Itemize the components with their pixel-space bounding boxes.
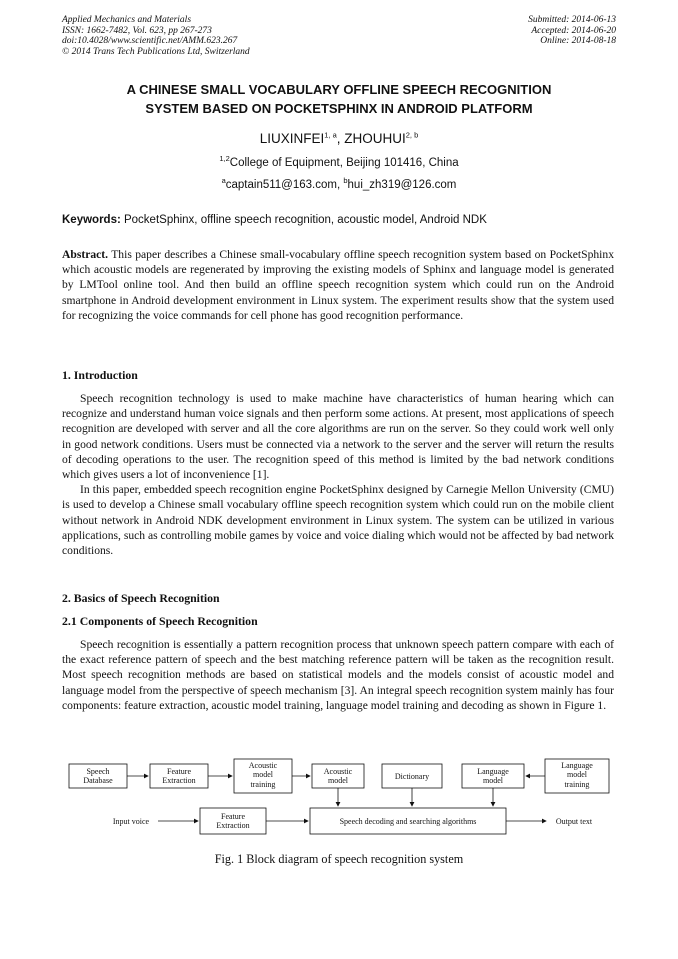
- section-1-para-2: In this paper, embedded speech recognition engine PocketSphinx designed by Carnegie Mellon University (CMU) is used to develop a Chinese small vocabulary offline speech recognition system which could run on the mobile client without network in Android NDK development environment in Linux system. The system can be utilized in various applications, such as controlling mobile games by voice and voice dialing which would not be affected by bad network conditions.: [62, 483, 614, 558]
- feature-extraction-top-label-1: Feature: [167, 767, 191, 776]
- section-2-1-heading: 2.1 Components of Speech Recognition: [62, 614, 258, 628]
- abstract-text: This paper describes a Chinese small-vocabulary offline speech recognition system based on PocketSphinx which acoustic models are regenerated by improving the existing models of Sphinx and language model is generated by LMTool online tool. And then build an offline speech recognition system which could run on the Android smartphone in Android development environment in Linux system. The experiment results show that the system used for recognizing the voice commands for cell phone has good recognition performance.: [62, 248, 614, 322]
- email-b[interactable]: hui_zh319@126.com: [347, 179, 457, 191]
- section-1-heading: 1. Introduction: [62, 368, 138, 382]
- am-training-label-3: training: [250, 780, 276, 789]
- section-2-1-para-1: Speech recognition is essentially a pattern recognition process that unknown speech pattern compare with each of the exact reference pattern of speech and the best matching reference pattern will be taken as the recognition result. Most speech recognition methods are based on statistical models and the models consist of acoustic model and language model from the perspective of speech mechanism [3]. An integral speech recognition system mainly has four components: feature extraction, acoustic model training, language model training and decoding as shown in Figure 1.: [62, 638, 614, 712]
- feature-extraction-bottom-label-1: Feature: [221, 812, 245, 821]
- email-b-sup: b: [343, 176, 348, 186]
- email-a-sup: a: [221, 176, 226, 186]
- abstract: [62, 247, 614, 323]
- figure-1-caption: Fig. 1 Block diagram of speech recognition system: [214, 852, 464, 866]
- language-model-label-2: model: [483, 776, 503, 785]
- input-voice-label: Input voice: [112, 817, 150, 826]
- affiliation-text: College of Equipment, Beijing 101416, China: [229, 157, 459, 169]
- abstract-label: Abstract.: [62, 248, 109, 261]
- dates-info: [528, 15, 616, 47]
- language-model-label-1: Language: [477, 767, 509, 776]
- email-a[interactable]: captain511@163.com,: [225, 179, 344, 191]
- title-line-2: SYSTEM BASED ON POCKETSPHINX IN ANDROID PLATFORM: [145, 101, 533, 116]
- authors: [0, 131, 678, 146]
- paper-title: [40, 80, 638, 118]
- section-1-para-1: Speech recognition technology is used to make machine have characteristics of human hearing which can recognize and understand human voice signals and then perform some actions. At present, most applications of speech recognition are developed with server and all the core algorithms are run on the server. So they could work well only in good network conditions. Users must be connected via a network to the server and the server will return the results of decoding operations to the user. The recognition speed of this method is limited by the bad network conditions which gives users a lot of inconvenience [1].: [62, 392, 614, 482]
- keywords-label: Keywords:: [62, 214, 121, 226]
- am-training-label-1: Acoustic: [248, 761, 278, 770]
- author-2: ZHOUHUI: [344, 131, 406, 146]
- affiliation-sup: 1,2: [219, 154, 230, 164]
- speech-database-label-2: Database: [83, 776, 113, 785]
- section-2-1-body: [62, 637, 614, 713]
- lm-training-label-3: training: [564, 780, 590, 789]
- submitted-date: Submitted: 2014-06-13: [528, 15, 616, 25]
- doi-line: doi:10.4028/www.scientific.net/AMM.623.267: [62, 36, 238, 47]
- issn-line: ISSN: 1662-7482, Vol. 623, pp 267-273: [62, 25, 212, 36]
- section-1-body: [62, 391, 614, 558]
- accepted-date: Accepted: 2014-06-20: [531, 25, 616, 36]
- acoustic-model-label-2: model: [328, 776, 348, 785]
- am-training-label-2: model: [253, 770, 273, 779]
- decoding-label: Speech decoding and searching algorithms: [339, 817, 477, 826]
- output-text-label: Output text: [555, 817, 593, 826]
- title-line-1: A CHINESE SMALL VOCABULARY OFFLINE SPEECH RECOGNITION: [126, 82, 552, 97]
- keywords-text: PocketSphinx, offline speech recognition, acoustic model, Android NDK: [120, 214, 487, 226]
- feature-extraction-bottom-label-2: Extraction: [216, 821, 250, 830]
- emails: [0, 176, 678, 191]
- affiliation: [0, 154, 678, 169]
- speech-database-label-1: Speech: [86, 767, 110, 776]
- keywords: [62, 214, 622, 226]
- dictionary-label: Dictionary: [394, 772, 430, 781]
- speech-recognition-block-diagram: [62, 756, 622, 840]
- journal-name: Applied Mechanics and Materials: [62, 15, 192, 25]
- lm-training-label-2: model: [567, 770, 587, 779]
- feature-extraction-top-label-2: Extraction: [162, 776, 196, 785]
- lm-training-label-1: Language: [561, 761, 593, 770]
- author-sep: ,: [336, 131, 345, 146]
- section-2-heading: 2. Basics of Speech Recognition: [62, 591, 220, 605]
- online-date: Online: 2014-08-18: [540, 36, 616, 47]
- journal-info: [62, 15, 250, 57]
- author-1: LIUXINFEI: [259, 131, 325, 146]
- author-1-sup: 1, a: [324, 130, 337, 140]
- author-2-sup: 2, b: [405, 130, 419, 140]
- copyright-line: © 2014 Trans Tech Publications Ltd, Switzerland: [62, 46, 250, 57]
- acoustic-model-label-1: Acoustic: [323, 767, 353, 776]
